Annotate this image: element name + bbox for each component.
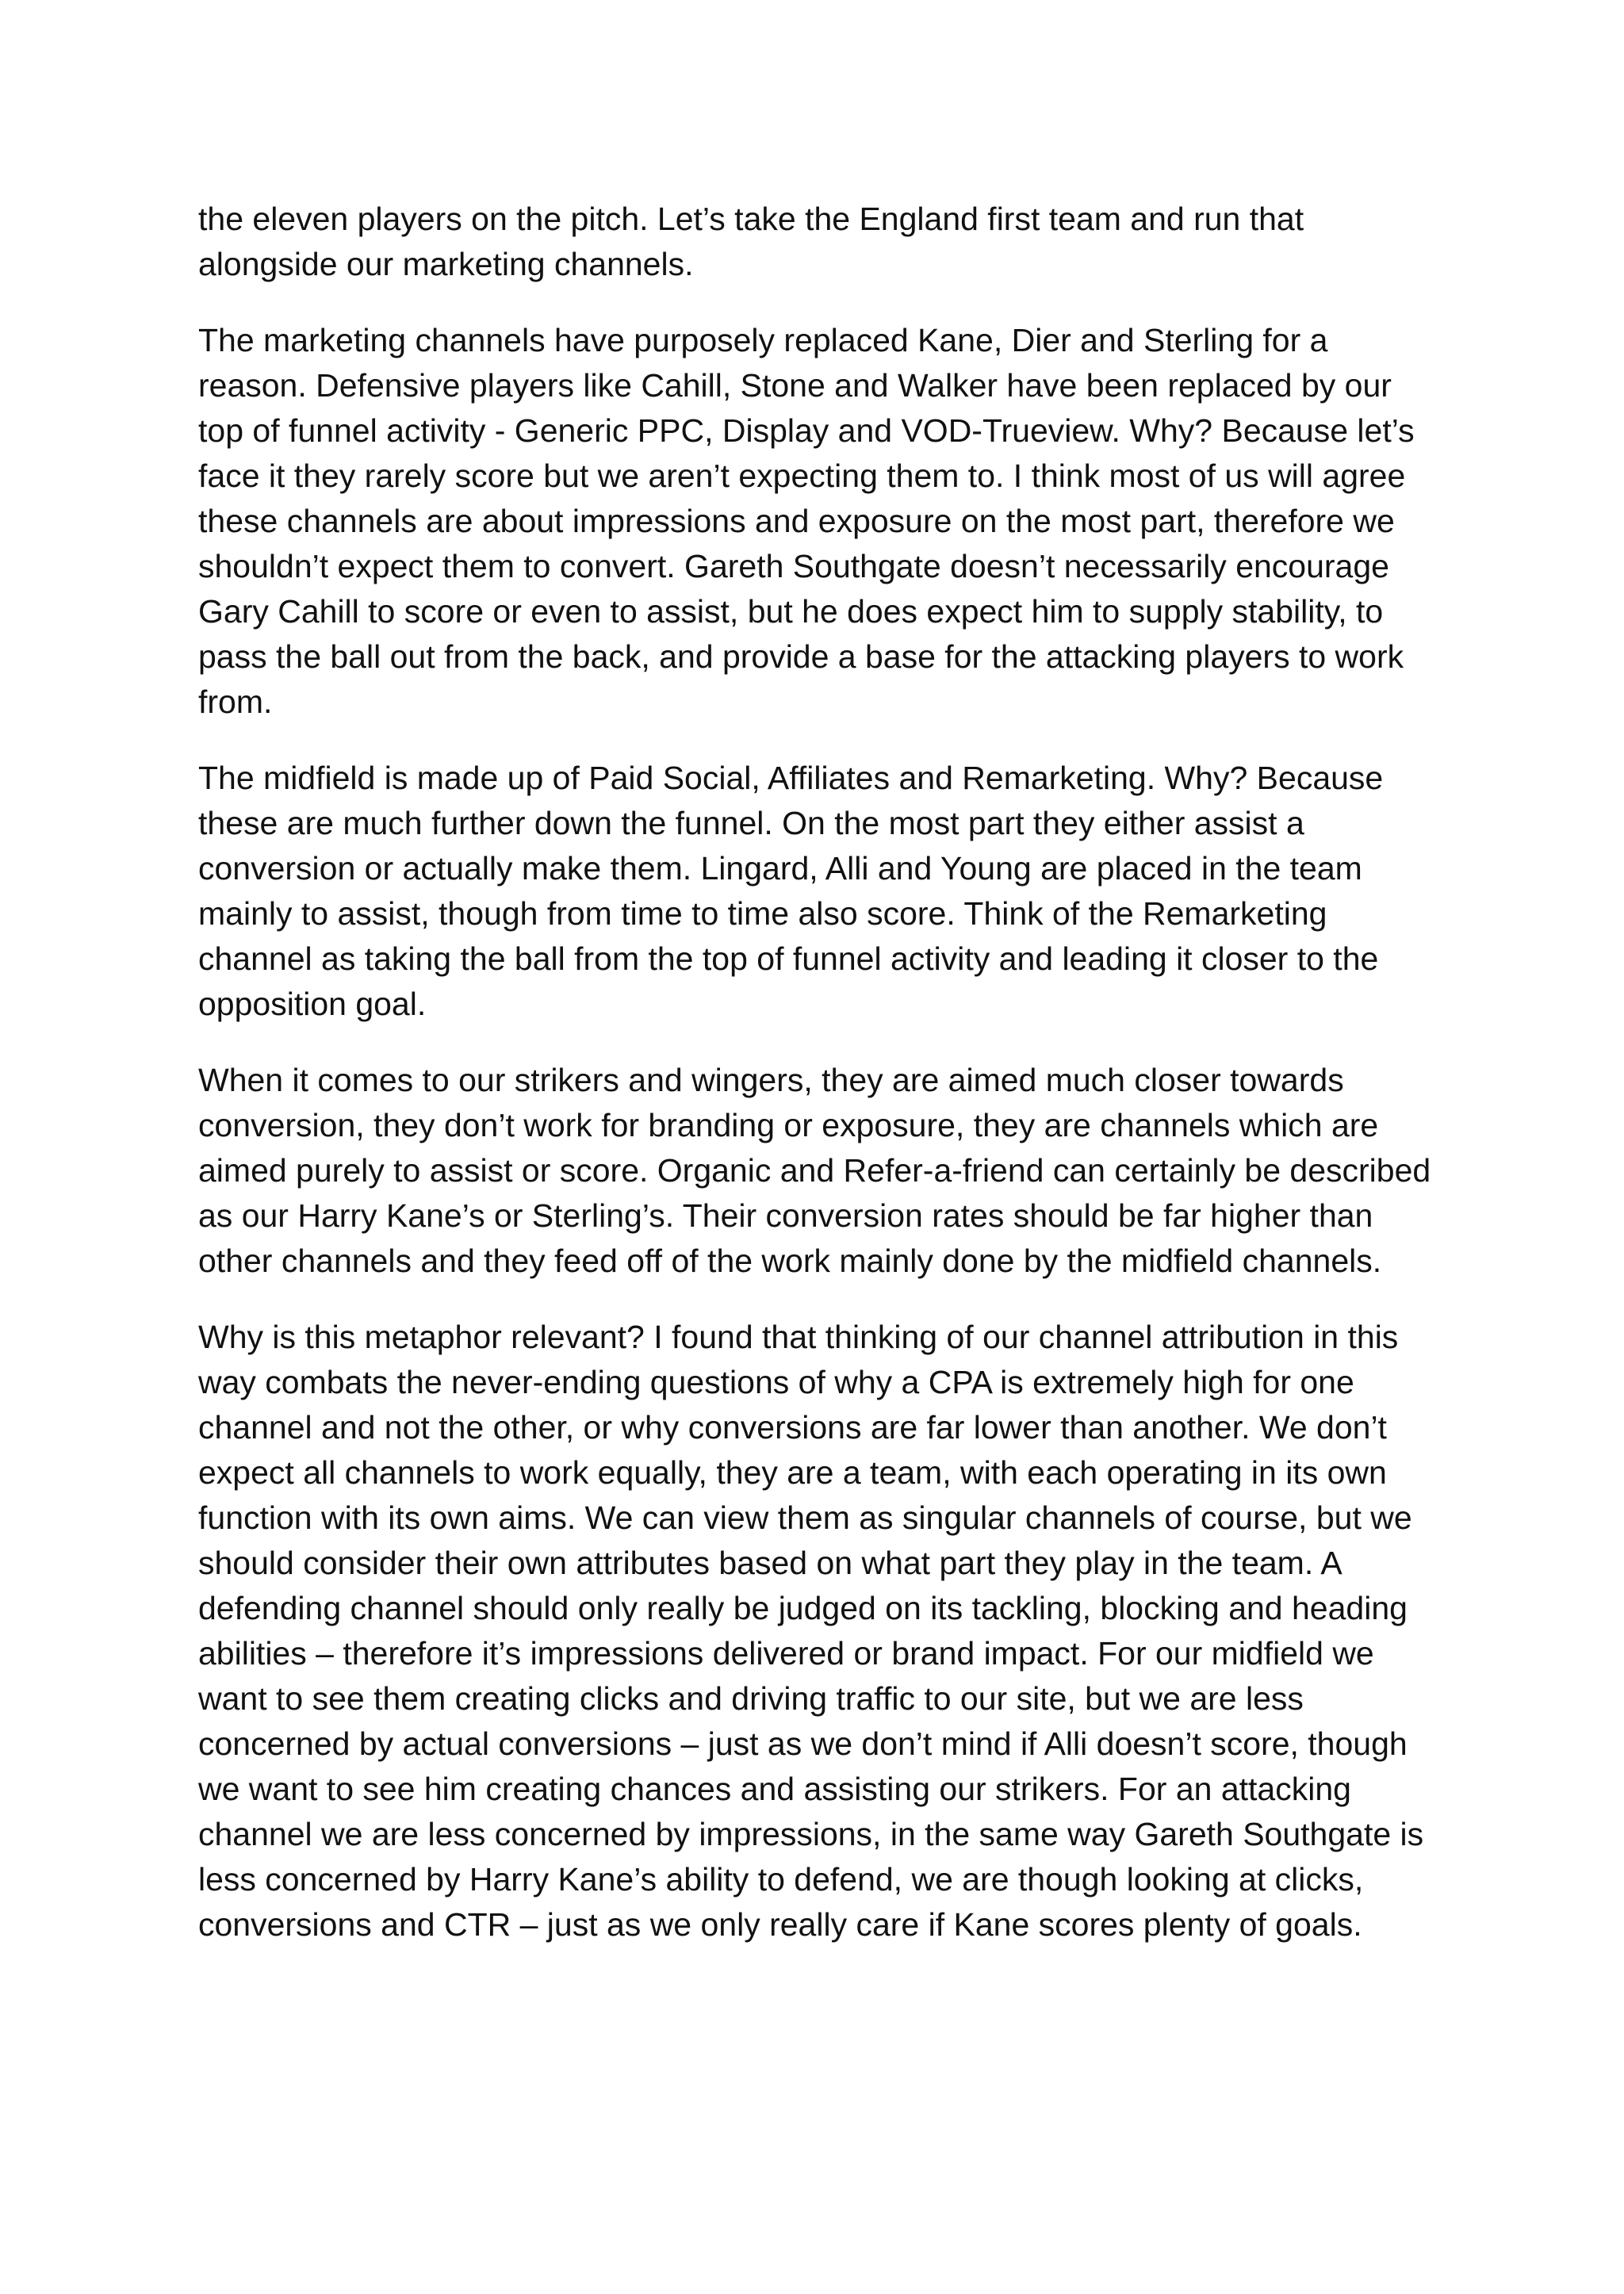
paragraph-midfield: The midfield is made up of Paid Social, Affiliates and Remarketing. Why? Because these are much further down the funnel. On the most part they either assist a conversion or actually make them. Lingard, Alli and Young are placed in the team mainly to assist, though from time to time also score. Think of the Remarketing channel as taking the ball from the top of funnel activity and leading it closer to the opposition goal.: [198, 760, 1384, 1022]
document-body: [198, 197, 1439, 1978]
paragraph-defence: The marketing channels have purposely replaced Kane, Dier and Sterling for a reason. Defensive players like Cahill, Stone and Walker have been replaced by our top of funnel activity - Generic PPC, Display and VOD-Trueview. Why? Because let’s face it they rarely score but we aren’t expecting them to. I think most of us will agree these channels are about impressions and exposure on the most part, therefore we shouldn’t expect them to convert. Gareth Southgate doesn’t necessarily encourage Gary Cahill to score or even to assist, but he does expect him to supply stability, to pass the ball out from the back, and provide a base for the attacking players to work from.: [198, 322, 1415, 720]
paragraph-intro: the eleven players on the pitch. Let’s take the England first team and run that alongside our marketing channels.: [198, 201, 1304, 282]
paragraph-attack: When it comes to our strikers and wingers, they are aimed much closer towards conversion, they don’t work for branding or exposure, they are channels which are aimed purely to assist or score. Organic and Refer-a-friend can certainly be described as our Harry Kane’s or Sterling’s. Their conversion rates should be far higher than other channels and they feed off of the work mainly done by the midfield channels.: [198, 1062, 1431, 1279]
paragraph-relevance: Why is this metaphor relevant? I found that thinking of our channel attribution in this way combats the never-ending questions of why a CPA is extremely high for one channel and not the other, or why conversions are far lower than another. We don’t expect all channels to work equally, they are a team, with each operating in its own function with its own aims. We can view them as singular channels of course, but we should consider their own attributes based on what part they play in the team. A defending channel should only really be judged on its tackling, blocking and heading abilities – therefore it’s impressions delivered or brand impact. For our midfield we want to see them creating clicks and driving traffic to our site, but we are less concerned by actual conversions – just as we don’t mind if Alli doesn’t score, though we want to see him creating chances and assisting our strikers. For an attacking channel we are less concerned by impressions, in the same way Gareth Southgate is less concerned by Harry Kane’s ability to defend, we are though looking at clicks, conversions and CTR – just as we only really care if Kane scores plenty of goals.: [198, 1319, 1424, 1943]
